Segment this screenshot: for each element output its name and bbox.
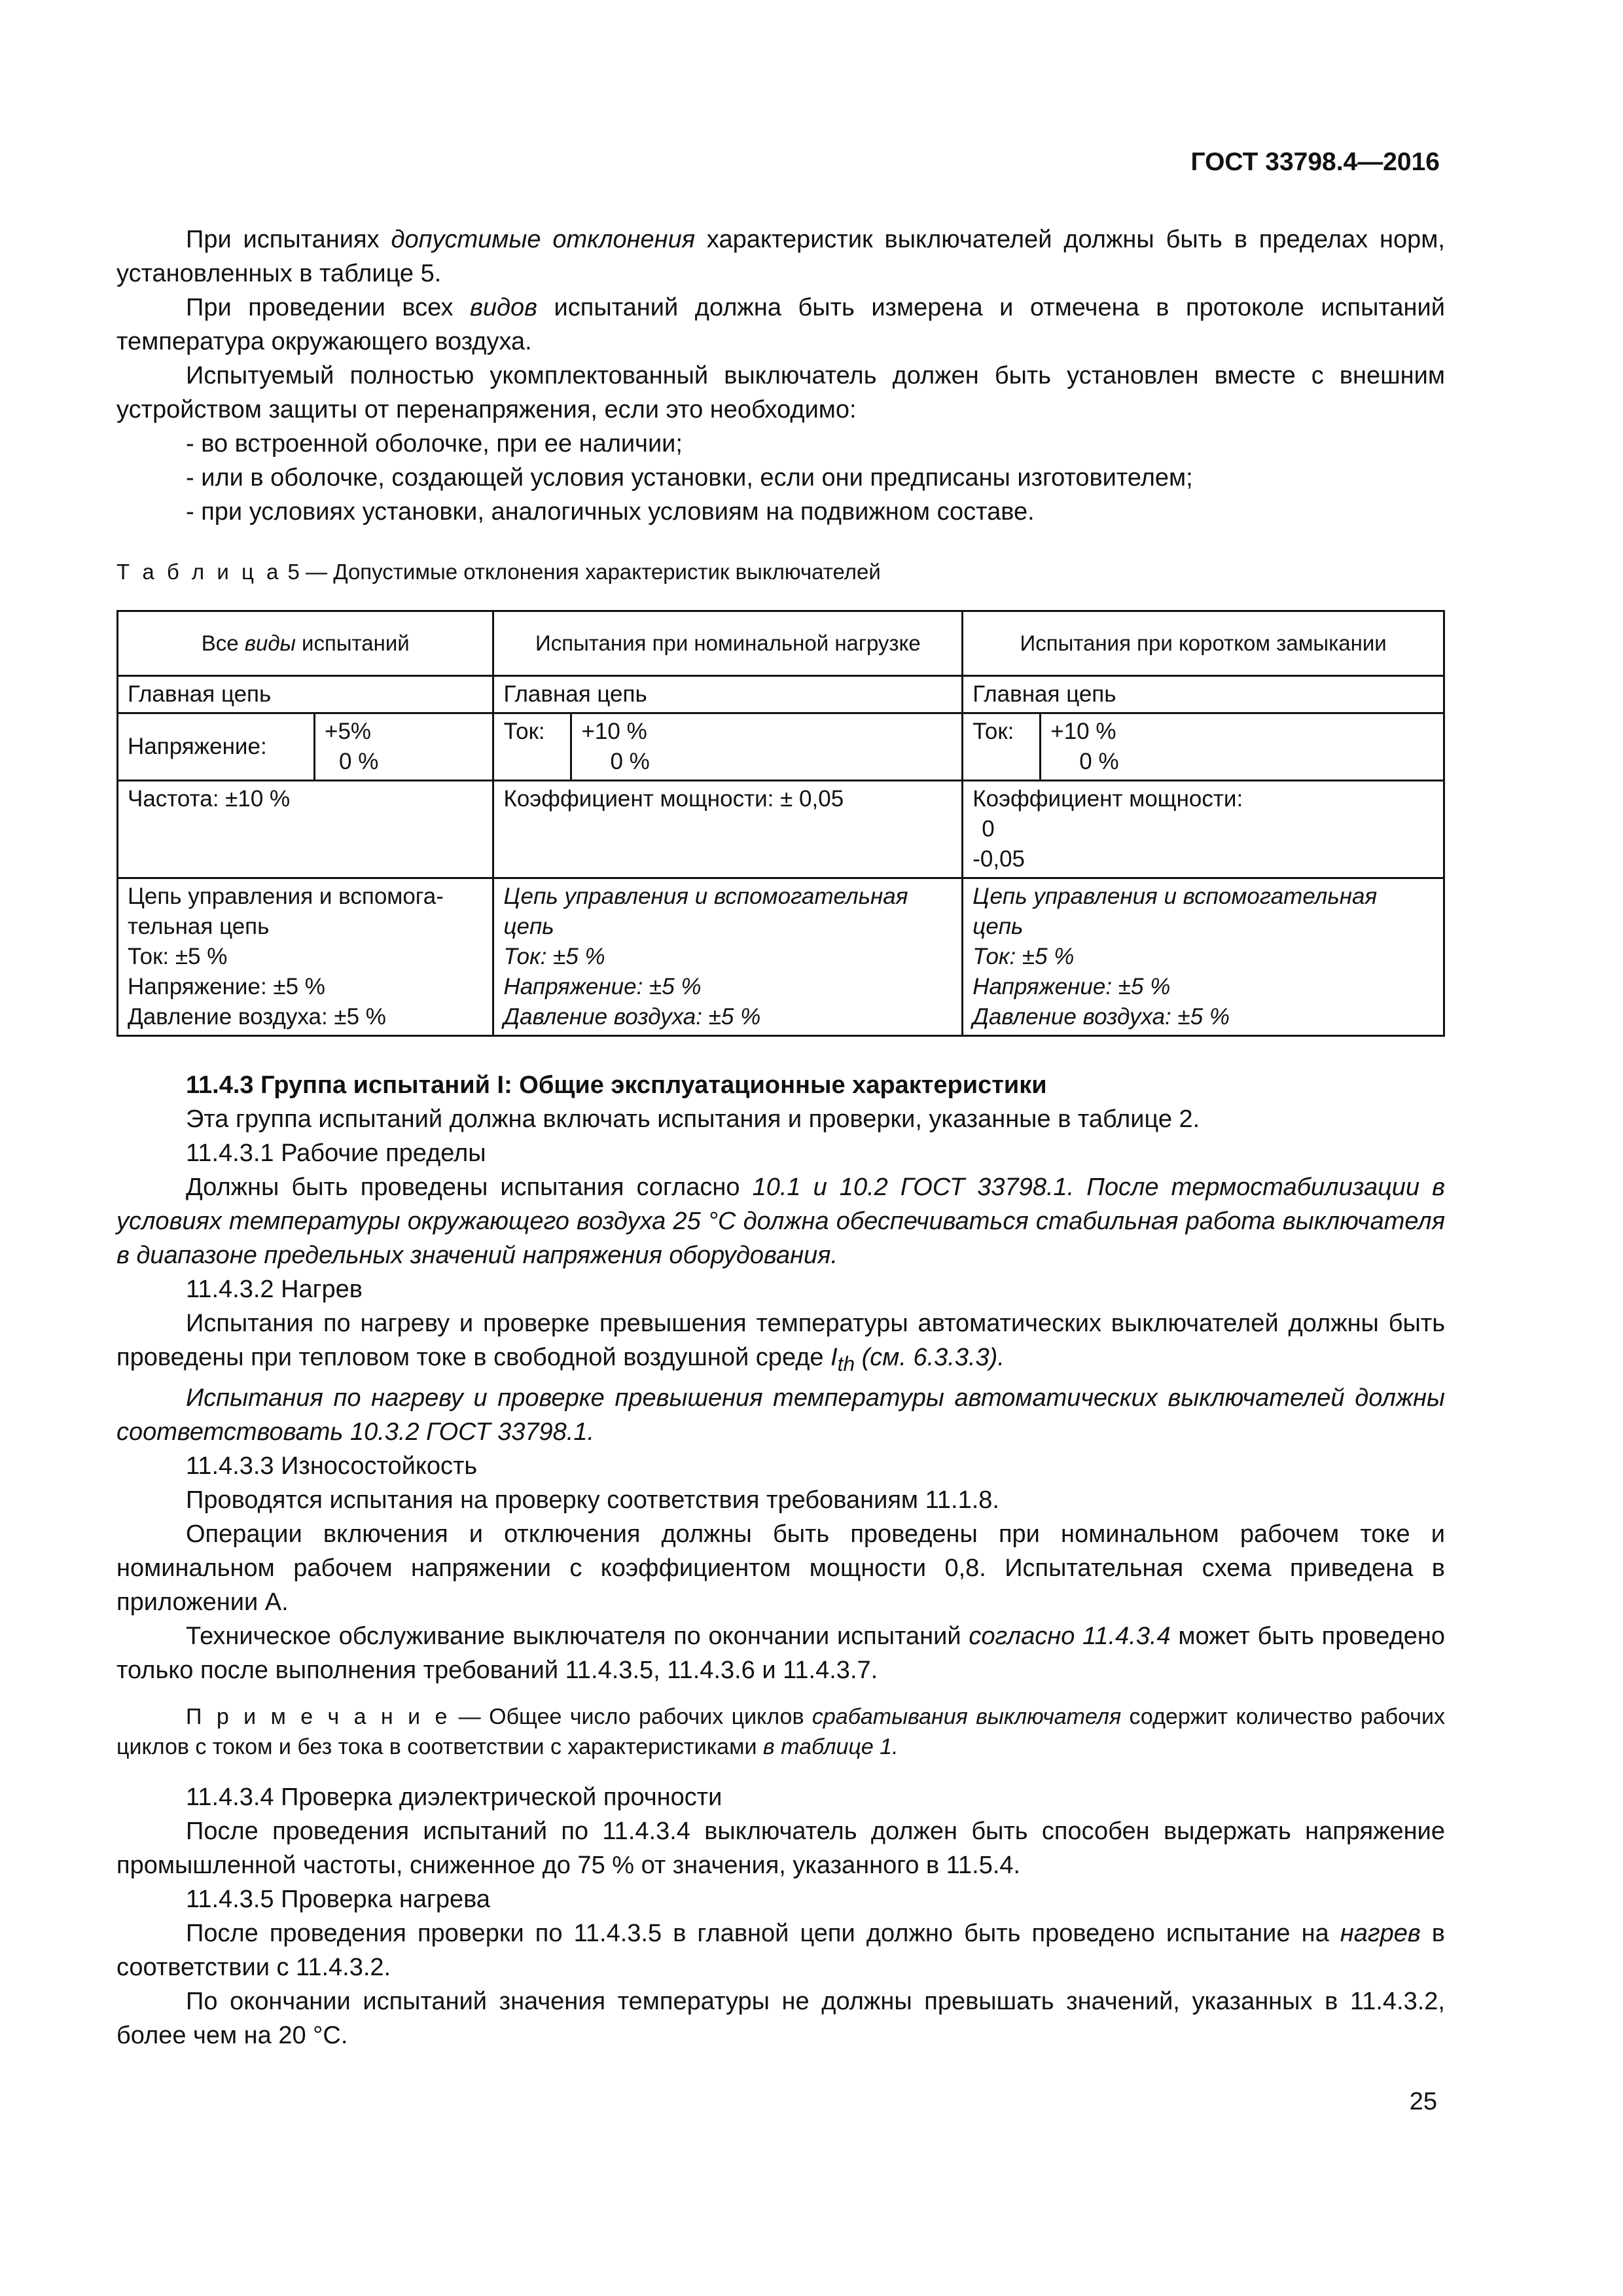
list-item: - во встроенной оболочке, при ее наличии; xyxy=(186,430,683,457)
aux-line: цепь xyxy=(503,914,554,939)
voltage-split xyxy=(118,714,492,780)
tolerance-table xyxy=(116,610,1445,1037)
paragraph xyxy=(116,1619,1445,1687)
subsection-heading: 11.4.3.2 Нагрев xyxy=(186,1276,363,1303)
aux-line: Давление воздуха: ±5 % xyxy=(972,1004,1230,1030)
text-run: Должны быть проведены испытания согласно xyxy=(186,1174,753,1201)
pf-upper: 0 xyxy=(982,816,995,842)
subscript: th xyxy=(837,1352,855,1376)
italic-run: (см. 6.3.3.3). xyxy=(855,1344,1005,1371)
aux-line: Напряжение: ±5 % xyxy=(972,974,1171,999)
text-run: в соответствии с 11.4.3.2. xyxy=(116,1919,1445,1981)
text-run: Все xyxy=(201,631,245,655)
current-split xyxy=(963,714,1443,780)
table-cell xyxy=(493,878,963,1036)
text-run: После проведения проверки по 11.4.3.5 в главной цепи должно быть проведено испытание на xyxy=(186,1919,1340,1947)
section-heading: 11.4.3 Группа испытаний I: Общие эксплуатационные характеристики xyxy=(186,1071,1047,1099)
current-zero: 0 % xyxy=(610,749,650,774)
italic-run: I xyxy=(830,1344,838,1371)
intro-paragraph: Испытуемый полностью укомплектованный выключатель должен быть установлен вместе с внешним устройством защиты от перенапряжения, если это необходимо: xyxy=(116,362,1445,423)
table-cell xyxy=(963,713,1444,781)
paragraph xyxy=(116,1916,1445,1984)
subsection-heading: 11.4.3.3 Износостойкость xyxy=(186,1452,478,1480)
italic-run: срабатывания выключателя xyxy=(812,1704,1122,1729)
current-label: Ток: xyxy=(494,714,572,780)
paragraph: После проведения испытаний по 11.4.3.4 выключатель должен быть способен выдержать напряжение промышленной частоты, сниженное до 75 % от значения, указанного в 11.5.4. xyxy=(116,1817,1445,1879)
table-header-row xyxy=(118,611,1444,676)
text-run: При проведении всех xyxy=(186,294,471,321)
pf-lower: -0,05 xyxy=(972,846,1026,872)
current-values xyxy=(572,714,658,780)
paragraph: По окончании испытаний значения температуры не должны превышать значений, указанных в 11.4.3.2, более чем на 20 °С. xyxy=(116,1987,1445,2049)
aux-line: цепь xyxy=(972,914,1024,939)
italic-run: виды xyxy=(244,631,296,655)
text-run: испытаний xyxy=(295,631,410,655)
table-cell xyxy=(118,713,493,781)
voltage-label: Напряжение: xyxy=(118,714,315,780)
table-cell xyxy=(493,713,963,781)
header-cell xyxy=(118,611,493,676)
header-cell: Испытания при коротком замыкании xyxy=(963,611,1444,676)
table-cell xyxy=(118,878,493,1036)
page-number: 25 xyxy=(1409,2088,1437,2115)
voltage-zero: 0 % xyxy=(339,749,379,774)
paragraph xyxy=(116,1306,1445,1381)
current-split xyxy=(494,714,961,780)
paragraph: Проводятся испытания на проверку соответствия требованиям 11.1.8. xyxy=(186,1486,999,1514)
aux-line: Цепь управления и вспомогательная xyxy=(972,884,1378,909)
table-row xyxy=(118,676,1444,713)
italic-run: в таблице 1. xyxy=(762,1734,899,1759)
aux-line: Цепь управления и вспомога- xyxy=(128,884,444,909)
paragraph: Испытания по нагреву и проверке превышения температуры автоматических выключателей должны соответствовать 10.3.2 ГОСТ 33798.1. xyxy=(116,1384,1445,1446)
list-item: - при условиях установки, аналогичных условиям на подвижном составе. xyxy=(186,498,1035,526)
table-row xyxy=(118,713,1444,781)
intro-paragraph xyxy=(116,223,1445,291)
italic-run: 10.1 и 10.2 ГОСТ 33798.1. После термостабилизации в условиях температуры окружающего воздуха 25 °С должна обеспечиваться стабильная работа выключателя в диапазоне предельных значений напряжения оборудования. xyxy=(116,1174,1445,1269)
text-run: может быть проведено только после выполнения требований 11.4.3.5, 11.4.3.6 и 11.4.3.7. xyxy=(116,1622,1445,1684)
aux-line: Давление воздуха: ±5 % xyxy=(128,1004,386,1030)
italic-run: видов xyxy=(470,294,537,321)
aux-line: тельная цепь xyxy=(128,914,270,939)
italic-run: допустимые отклонения xyxy=(391,226,696,253)
text-run: испытаний должна быть измерена и отмечена в протоколе испытаний температура окружающего воздуха. xyxy=(116,294,1445,355)
text-run: характеристик выключателей должны быть в пределах норм, установленных в таблице 5. xyxy=(116,226,1445,287)
italic-run: согласно 11.4.3.4 xyxy=(969,1622,1171,1650)
aux-line: Цепь управления и вспомогательная xyxy=(503,884,908,909)
subsection-heading: 11.4.3.4 Проверка диэлектрической прочности xyxy=(186,1783,722,1811)
current-label: Ток: xyxy=(963,714,1041,780)
subsection-heading: 11.4.3.1 Рабочие пределы xyxy=(186,1139,486,1167)
table-cell xyxy=(963,781,1444,878)
page-body xyxy=(116,223,1445,2053)
subsection-heading: 11.4.3.5 Проверка нагрева xyxy=(186,1885,490,1913)
note-prefix: П р и м е ч а н и е xyxy=(186,1704,451,1729)
aux-line: Ток: ±5 % xyxy=(972,944,1075,969)
header-cell: Испытания при номинальной нагрузке xyxy=(493,611,963,676)
voltage-plus: +5% xyxy=(325,719,372,744)
note-paragraph xyxy=(116,1702,1445,1762)
current-values xyxy=(1041,714,1128,780)
intro-paragraph xyxy=(116,291,1445,359)
paragraph: Операции включения и отключения должны быть проведены при номинальном рабочем токе и номинальном рабочем напряжении с коэффициентом мощности 0,8. Испытательная схема приведена в приложении А. xyxy=(116,1520,1445,1616)
aux-line: Напряжение: ±5 % xyxy=(128,974,325,999)
aux-line: Давление воздуха: ±5 % xyxy=(503,1004,761,1030)
table-cell: Главная цепь xyxy=(493,676,963,713)
italic-run: нагрев xyxy=(1340,1919,1421,1947)
pf-label: Коэффициент мощности: xyxy=(972,786,1243,812)
aux-line: Напряжение: ±5 % xyxy=(503,974,702,999)
text-run: содержит количество рабочих циклов с током и без тока в соответствии с характеристиками xyxy=(116,1704,1445,1759)
table-cell: Коэффициент мощности: ± 0,05 xyxy=(493,781,963,878)
aux-line: Ток: ±5 % xyxy=(503,944,605,969)
paragraph: Эта группа испытаний должна включать испытания и проверки, указанные в таблице 2. xyxy=(186,1105,1200,1133)
table-row xyxy=(118,781,1444,878)
current-zero: 0 % xyxy=(1079,749,1119,774)
table-cell: Главная цепь xyxy=(118,676,493,713)
table-caption xyxy=(116,555,1445,589)
text-run: Техническое обслуживание выключателя по окончании испытаний xyxy=(186,1622,969,1650)
text-run: — Общее число рабочих циклов xyxy=(450,1704,812,1729)
standard-number: ГОСТ 33798.4—2016 xyxy=(1190,148,1440,176)
list-item: - или в оболочке, создающей условия установки, если они предписаны изготовителем; xyxy=(186,464,1193,492)
table-row xyxy=(118,878,1444,1036)
current-plus: +10 % xyxy=(581,719,647,744)
text-run: При испытаниях xyxy=(186,226,391,253)
aux-line: Ток: ±5 % xyxy=(128,944,228,969)
caption-text: 5 — Допустимые отклонения характеристик выключателей xyxy=(281,560,881,584)
caption-prefix: Т а б л и ц а xyxy=(116,560,282,584)
paragraph xyxy=(116,1170,1445,1272)
current-plus: +10 % xyxy=(1050,719,1116,744)
text-run: Испытания по нагреву и проверке превышения температуры автоматических выключателей должны быть проведены при тепловом токе в свободной воздушной среде xyxy=(116,1310,1445,1371)
table-cell xyxy=(963,878,1444,1036)
voltage-values xyxy=(315,714,387,780)
table-cell: Главная цепь xyxy=(963,676,1444,713)
table-cell: Частота: ±10 % xyxy=(118,781,493,878)
